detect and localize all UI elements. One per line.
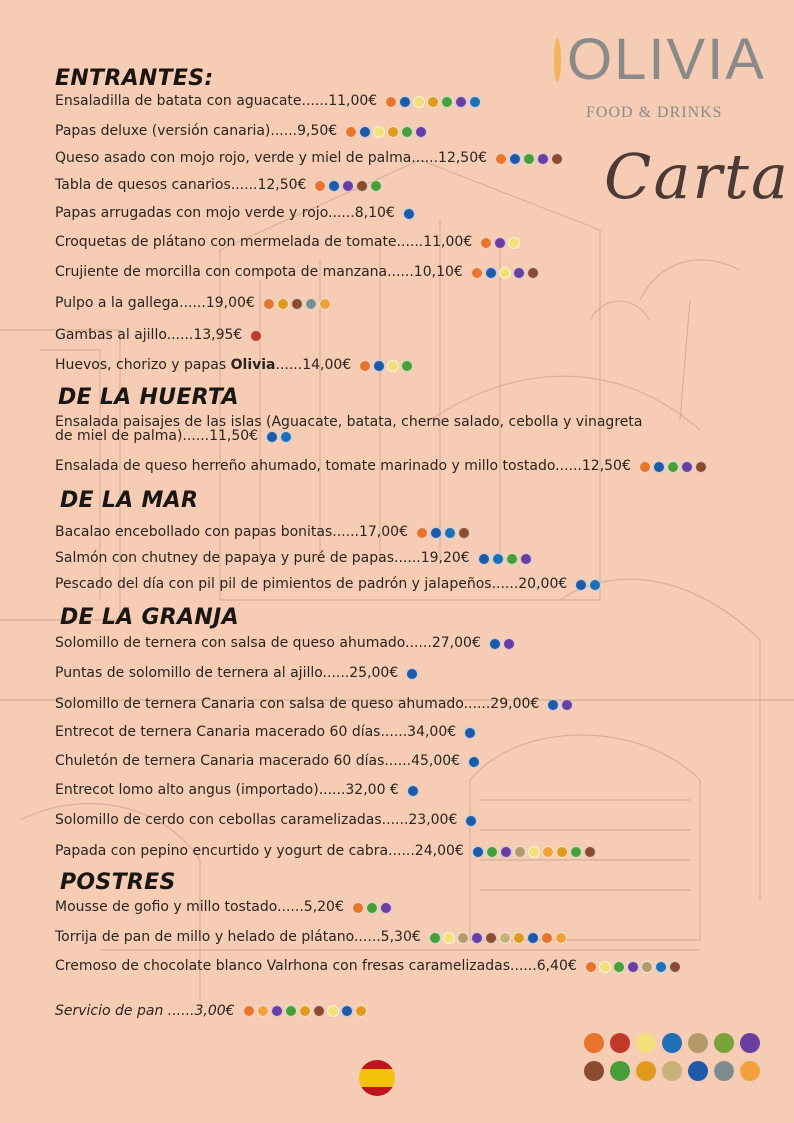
menu-item-text: Papada con pepino encurtido y yogurt de cabra......24,00€ [55, 843, 464, 859]
sulfitos-icon [266, 431, 278, 443]
lacteos-icon [494, 237, 506, 249]
gluten-icon [471, 267, 483, 279]
sulfitos-icon [359, 126, 371, 138]
menu-item-text: Gambas al ajillo......13,95€ [55, 327, 243, 343]
carta-script-title: Carta [604, 140, 790, 213]
cacahuetes-icon [514, 846, 526, 858]
frutos-cascara-icon [356, 180, 368, 192]
allergen-icons [314, 180, 382, 192]
frutos-cascara-icon [313, 1005, 325, 1017]
apio-icon [486, 846, 498, 858]
sulfitos-icon [399, 96, 411, 108]
huevos-icon [413, 96, 425, 108]
menu-item [55, 812, 477, 829]
allergen-icons [471, 267, 539, 279]
menu-item-text: Papas arrugadas con mojo verde y rojo......8,10€ [55, 205, 395, 221]
menu-item [55, 205, 415, 222]
menu-item [55, 295, 331, 312]
sulfitos-icon [464, 727, 476, 739]
sulfitos-icon [430, 527, 442, 539]
brand-logo [554, 28, 766, 122]
gluten-icon [495, 153, 507, 165]
logo-text: OLIVIA [567, 27, 766, 92]
huevos-icon [373, 126, 385, 138]
sulfitos-icon [547, 699, 559, 711]
apio-icon [366, 902, 378, 914]
allergen-icons [266, 431, 292, 443]
mostaza-icon [513, 932, 525, 944]
menu-item-text [55, 357, 351, 374]
apio-icon [570, 846, 582, 858]
menu-item [55, 93, 481, 110]
crustaceos-icon [250, 330, 262, 342]
gluten-icon [639, 461, 651, 473]
allergen-icons [385, 96, 481, 108]
pescado-icon [280, 431, 292, 443]
sulfitos-icon [489, 638, 501, 650]
mostaza-icon [427, 96, 439, 108]
huevos-icon [508, 237, 520, 249]
allergen-icons [478, 553, 532, 565]
menu-item-text: Puntas de solomillo de ternera al ajillo......25,00€ [55, 665, 399, 681]
menu-item [55, 327, 262, 344]
allergen-icons [263, 298, 331, 310]
huevos-icon [599, 961, 611, 973]
menu-item-text: Ensaladilla de batata con aguacate......11,00€ [55, 93, 378, 109]
allergen-icons [352, 902, 392, 914]
frutos-cascara-icon [527, 267, 539, 279]
menu-item-text: Pulpo a la gallega......19,00€ [55, 295, 255, 311]
sulfitos-legend-icon [688, 1061, 708, 1081]
huevos-icon [443, 932, 455, 944]
menu-item [55, 177, 382, 194]
menu-item-text: Solomillo de ternera con salsa de queso ahumado......27,00€ [55, 635, 481, 651]
allergen-icons [429, 932, 567, 944]
apio-icon [401, 126, 413, 138]
moluscos-icon [305, 298, 317, 310]
menu-item-text: Queso asado con mojo rojo, verde y miel de palma......12,50€ [55, 150, 488, 166]
crustaceos-legend-icon [610, 1033, 630, 1053]
frutos-cascara-icon [584, 846, 596, 858]
lacteos-icon [627, 961, 639, 973]
section-title: DE LA MAR [60, 488, 199, 513]
menu-item [55, 357, 413, 374]
menu-item-text: Solomillo de ternera Canaria con salsa de queso ahumado......29,00€ [55, 696, 540, 712]
mostaza-icon [556, 846, 568, 858]
menu-item-text: Croquetas de plátano con mermelada de tomate......11,00€ [55, 234, 473, 250]
menu-item [55, 264, 539, 281]
menu-item [55, 576, 601, 593]
sulfitos-icon [527, 932, 539, 944]
apio-icon [613, 961, 625, 973]
frutos-cascara-icon [669, 961, 681, 973]
apio-icon [441, 96, 453, 108]
allergen-icons [243, 1005, 367, 1017]
logo-subtitle: FOOD & DRINKS [586, 104, 723, 121]
allergen-icons [407, 785, 419, 797]
allergen-icons [585, 961, 681, 973]
menu-item [55, 234, 520, 251]
menu-item [55, 753, 480, 770]
sulfitos-icon [575, 579, 587, 591]
allergen-icons [464, 727, 476, 739]
lacteos-icon [455, 96, 467, 108]
sulfitos-icon [472, 846, 484, 858]
gluten-icon [416, 527, 428, 539]
lacteos-icon [415, 126, 427, 138]
lacteos-icon [471, 932, 483, 944]
allergen-icons [468, 756, 480, 768]
gluten-icon [352, 902, 364, 914]
menu-item [55, 123, 427, 140]
menu-item-text: Tabla de quesos canarios......12,50€ [55, 177, 307, 193]
sesamo-legend-icon [662, 1061, 682, 1081]
huevos-icon [528, 846, 540, 858]
mostaza-legend-icon [636, 1061, 656, 1081]
frutos-cascara-legend-icon [584, 1061, 604, 1081]
menu-item [55, 843, 596, 860]
huevos-icon [499, 267, 511, 279]
mostaza-icon [387, 126, 399, 138]
gluten-icon [263, 298, 275, 310]
menu-item-text: Papas deluxe (versión canaria)......9,50€ [55, 123, 338, 139]
mostaza-icon [277, 298, 289, 310]
gluten-icon [480, 237, 492, 249]
menu-item-text: Ensalada de queso herreño ahumado, tomate marinado y millo tostado......12,50€ [55, 458, 631, 474]
altramuces-icon [542, 846, 554, 858]
frutos-cascara-icon [551, 153, 563, 165]
sulfitos-icon [328, 180, 340, 192]
gluten-icon [385, 96, 397, 108]
cacahuetes-legend-icon [688, 1033, 708, 1053]
menu-item [55, 782, 419, 799]
apio-icon [523, 153, 535, 165]
lacteos-icon [380, 902, 392, 914]
sulfitos-icon [653, 461, 665, 473]
menu-item-text: Entrecot de ternera Canaria macerado 60 días......34,00€ [55, 724, 457, 740]
sesamo-icon [499, 932, 511, 944]
menu-item [55, 524, 470, 541]
gluten-icon [359, 360, 371, 372]
menu-item-text-bold: Olivia [230, 357, 276, 373]
frutos-cascara-icon [291, 298, 303, 310]
apio-icon [285, 1005, 297, 1017]
lacteos-icon [271, 1005, 283, 1017]
pescado-icon [469, 96, 481, 108]
lacteos-icon [342, 180, 354, 192]
altramuces-icon [319, 298, 331, 310]
sulfitos-icon [403, 208, 415, 220]
gluten-legend-icon [584, 1033, 604, 1053]
section-title: POSTRES [60, 870, 176, 895]
menu-item [55, 428, 292, 445]
menu-item-text: Bacalao encebollado con papas bonitas......17,00€ [55, 524, 408, 540]
sulfitos-icon [478, 553, 490, 565]
menu-item-text: Pescado del día con pil pil de pimientos de padrón y jalapeños......20,00€ [55, 576, 568, 592]
cacahuetes-icon [457, 932, 469, 944]
section-title: DE LA HUERTA [58, 385, 239, 410]
section-title: DE LA GRANJA [60, 605, 239, 630]
allergen-icons [359, 360, 413, 372]
allergen-icons [495, 153, 563, 165]
menu-item-text: Cremoso de chocolate blanco Valrhona con fresas caramelizadas......6,40€ [55, 958, 577, 974]
sulfitos-icon [468, 756, 480, 768]
gluten-icon [314, 180, 326, 192]
apio-icon [506, 553, 518, 565]
lacteos-icon [500, 846, 512, 858]
lacteos-icon [561, 699, 573, 711]
mostaza-icon [299, 1005, 311, 1017]
menu-item [55, 458, 707, 475]
menu-item-text: Chuletón de ternera Canaria macerado 60 días......45,00€ [55, 753, 461, 769]
moluscos-legend-icon [714, 1061, 734, 1081]
huevos-icon [327, 1005, 339, 1017]
soja-legend-icon [714, 1033, 734, 1053]
menu-item [55, 665, 418, 682]
altramuces-icon [257, 1005, 269, 1017]
menu-item-line: Ensalada paisajes de las islas (Aguacate, batata, cherne salado, cebolla y vinagreta [55, 414, 643, 430]
sulfitos-icon [406, 668, 418, 680]
mostaza-icon [355, 1005, 367, 1017]
allergen-icons [406, 668, 418, 680]
apio-icon [667, 461, 679, 473]
sulfitos-icon [373, 360, 385, 372]
pescado-icon [444, 527, 456, 539]
menu-item [55, 696, 573, 713]
allergen-icons [465, 815, 477, 827]
gluten-icon [345, 126, 357, 138]
lacteos-icon [503, 638, 515, 650]
menu-item-text: Entrecot lomo alto angus (importado)......32,00 € [55, 782, 399, 798]
frutos-cascara-icon [458, 527, 470, 539]
logo-wordmark [554, 28, 766, 92]
allergen-icons [547, 699, 573, 711]
gluten-icon [243, 1005, 255, 1017]
apio-icon [429, 932, 441, 944]
allergen-icons [575, 579, 601, 591]
menu-item-text: Crujiente de morcilla con compota de manzana......10,10€ [55, 264, 463, 280]
menu-item [55, 635, 515, 652]
menu-item [55, 929, 567, 946]
menu-item-text: de miel de palma)......11,50€ [55, 428, 259, 444]
spain-flag-icon[interactable] [359, 1060, 395, 1096]
allergen-icons [250, 330, 262, 342]
bread-service [55, 1003, 367, 1019]
menu-item-text-prefix: Huevos, chorizo y papas [55, 357, 231, 373]
lacteos-icon [537, 153, 549, 165]
allergen-icons [639, 461, 707, 473]
allergen-icons [480, 237, 520, 249]
apio-icon [370, 180, 382, 192]
allergen-icons [403, 208, 415, 220]
frutos-cascara-icon [695, 461, 707, 473]
menu-item [55, 899, 392, 916]
pescado-icon [655, 961, 667, 973]
huevos-icon [387, 360, 399, 372]
sulfitos-icon [485, 267, 497, 279]
menu-item [55, 724, 476, 741]
apio-legend-icon [610, 1061, 630, 1081]
apio-icon [401, 360, 413, 372]
sulfitos-icon [341, 1005, 353, 1017]
allergen-icons [489, 638, 515, 650]
lacteos-legend-icon [740, 1033, 760, 1053]
lacteos-icon [681, 461, 693, 473]
menu-item-text: Salmón con chutney de papaya y puré de papas......19,20€ [55, 550, 470, 566]
pescado-icon [589, 579, 601, 591]
menu-item [55, 150, 563, 167]
menu-item-text-suffix: ......14,00€ [275, 357, 352, 373]
menu-item-text: Torrija de pan de millo y helado de plátano......5,30€ [55, 929, 421, 945]
cacahuetes-icon [641, 961, 653, 973]
altramuces-icon [555, 932, 567, 944]
pescado-icon [492, 553, 504, 565]
sulfitos-icon [407, 785, 419, 797]
allergen-icons [472, 846, 596, 858]
section-title: ENTRANTES: [55, 66, 214, 91]
lacteos-icon [513, 267, 525, 279]
allergen-icons [345, 126, 427, 138]
bread-text: Servicio de pan ......3,00€ [55, 1003, 235, 1019]
menu-item-text: Mousse de gofio y millo tostado......5,20€ [55, 899, 344, 915]
menu-item [55, 958, 681, 975]
menu-item [55, 550, 532, 567]
menu-item-text: Solomillo de cerdo con cebollas caramelizadas......23,00€ [55, 812, 458, 828]
gluten-icon [585, 961, 597, 973]
gluten-icon [541, 932, 553, 944]
allergen-legend [584, 1033, 762, 1081]
allergen-icons [416, 527, 470, 539]
pescado-legend-icon [662, 1033, 682, 1053]
sulfitos-icon [509, 153, 521, 165]
altramuces-legend-icon [740, 1061, 760, 1081]
huevos-legend-icon [636, 1033, 656, 1053]
frutos-cascara-icon [485, 932, 497, 944]
sulfitos-icon [465, 815, 477, 827]
lacteos-icon [520, 553, 532, 565]
